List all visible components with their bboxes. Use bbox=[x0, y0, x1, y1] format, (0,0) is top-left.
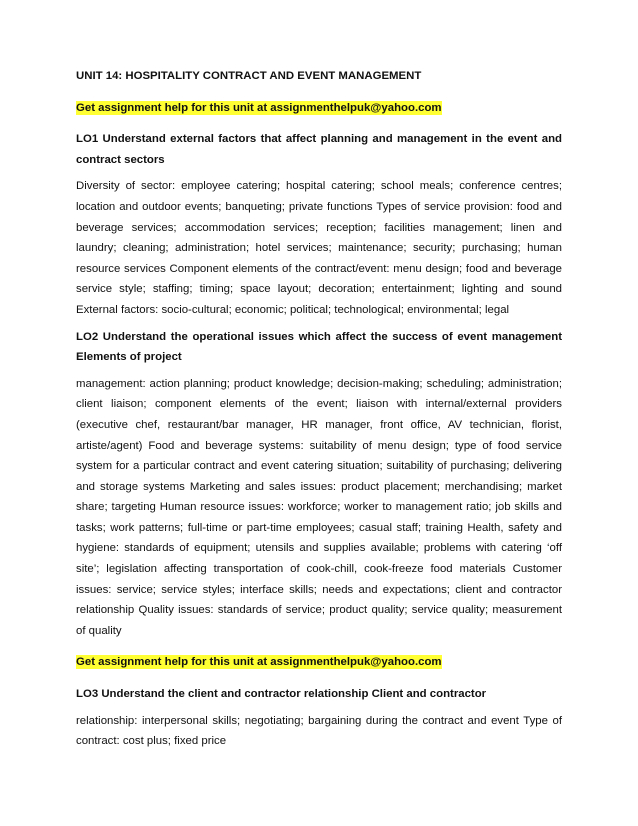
help-line-bottom bbox=[76, 652, 562, 673]
help-link-top[interactable]: Get assignment help for this unit at assignmenthelpuk@yahoo.com bbox=[76, 101, 442, 114]
lo3-heading: LO3 Understand the client and contractor relationship Client and contractor bbox=[76, 688, 487, 701]
help-line-top bbox=[76, 98, 562, 119]
unit-title: UNIT 14: HOSPITALITY CONTRACT AND EVENT MANAGEMENT bbox=[76, 70, 422, 82]
lo1-body: Diversity of sector: employee catering; hospital catering; school meals; conference centres; location and outdoor events; banqueting; private functions Types of service provision: food and beverage services; accommodation services; reception; facilities management; linen and laundry; cleaning; administration; hotel services; maintenance; security; purchasing; human resource services Component elements of the contract/event: menu design; food and beverage service style; staffing; timing; space layout; decoration; entertainment; lighting and sound External factors: socio-cultural; economic; political; technological; environmental; legal bbox=[76, 180, 562, 316]
help-link-bottom[interactable]: Get assignment help for this unit at assignmenthelpuk@yahoo.com bbox=[76, 656, 442, 669]
lo1-heading: LO1 Understand external factors that affect planning and management in the event and contract sectors bbox=[76, 133, 562, 166]
lo2-body: management: action planning; product knowledge; decision-making; scheduling; administration; client liaison; component elements of the event; liaison with internal/external providers (executive chef, restaurant/bar manager, HR manager, front office, AV technician, florist, artiste/agent) Food and beverage systems: suitability of menu design; type of food service system for a particular contract and event catering situation; suitability of purchasing; delivering and storage systems Marketing and sales issues: product placement; merchandising; market share; targeting Human resource issues: workforce; worker to management ratio; job skills and tasks; work patterns; full-time or part-time employees; casual staff; training Health, safety and hygiene: standards of equipment; utensils and supplies available; problems with catering ‘off site’; legislation affecting transportation of cook-chill, cook-freeze food materials Customer issues: service; service styles; interface skills; needs and expectations; client and contractor relationship Quality issues: standards of service; product quality; service quality; measurement of quality bbox=[76, 377, 562, 637]
lo3-body: relationship: interpersonal skills; negotiating; bargaining during the contract and event Type of contract: cost plus; fixed price bbox=[76, 714, 562, 748]
lo2-heading: LO2 Understand the operational issues which affect the success of event management Elements of project bbox=[76, 330, 562, 364]
document-content bbox=[76, 66, 562, 752]
